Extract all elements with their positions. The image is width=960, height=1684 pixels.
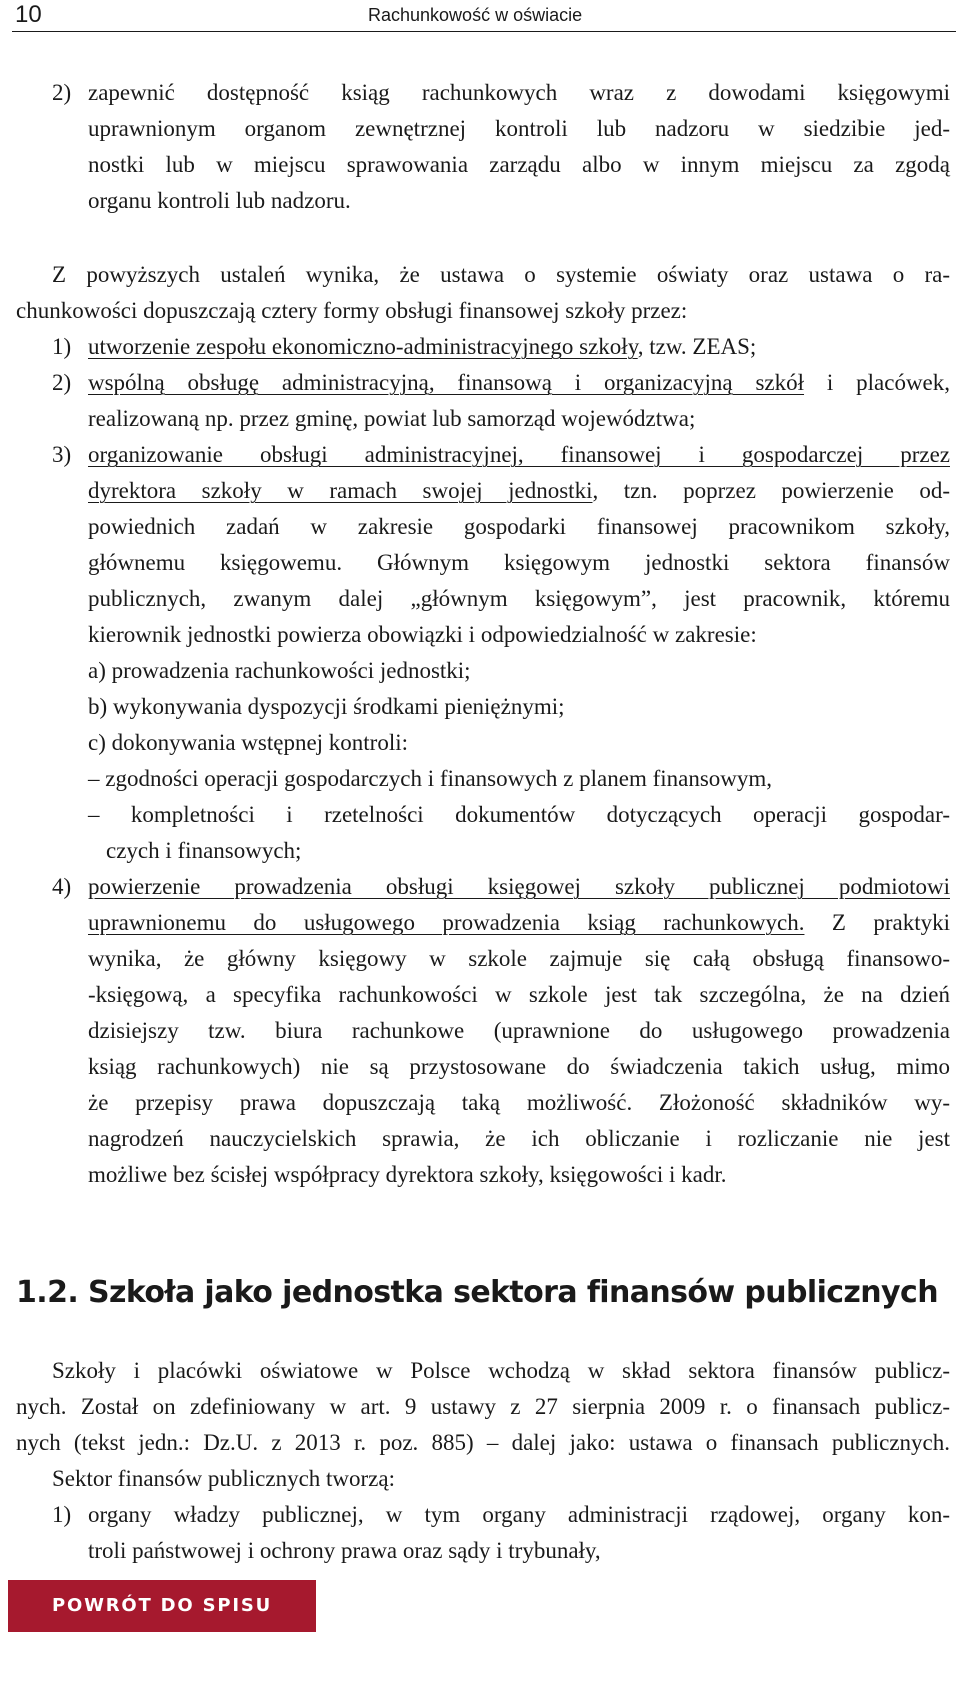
text-run: , tzw. ZEAS; xyxy=(637,334,757,359)
text-run: nych. Został on zdefiniowany w art. 9 ustawy z 27 sierpnia 2009 r. o finansach publicz- xyxy=(16,1394,950,1419)
text-line xyxy=(88,1085,950,1121)
text-run: a) prowadzenia rachunkowości jednostki; xyxy=(88,658,471,683)
text-line xyxy=(52,1461,932,1497)
text-line xyxy=(88,689,948,725)
text-run: Szkoły i placówki oświatowe w Polsce wchodzą w skład sektora finansów publicz- xyxy=(52,1358,950,1383)
section-heading: 1.2. Szkoła jako jednostka sektora finansów publicznych xyxy=(16,1275,938,1310)
text-run: 1) xyxy=(52,1502,72,1527)
text-run: wynika, że główny księgowy w szkole zajmuje się całą obsługą finansowo- xyxy=(88,946,950,971)
text-run: realizowaną np. przez gminę, powiat lub samorząd województwa; xyxy=(88,406,696,431)
text-line xyxy=(52,437,92,473)
text-run: Z powyższych ustaleń wynika, że ustawa o systemie oświaty oraz ustawa o ra- xyxy=(52,262,950,287)
underlined-text: wspólną obsługę administracyjną, finansową i organizacyjną szkół xyxy=(88,370,805,395)
text-run: publicznych, zwanym dalej „głównym księgowym”, jest pracownik, któremu xyxy=(88,586,950,611)
text-line xyxy=(52,1353,950,1389)
text-run: 2) xyxy=(52,370,72,395)
text-run: chunkowości dopuszczają cztery formy obsługi finansowej szkoły przez: xyxy=(16,298,688,323)
text-line xyxy=(88,617,948,653)
text-run: kierownik jednostki powierza obowiązki i odpowiedzialność w zakresie: xyxy=(88,622,757,647)
text-line xyxy=(88,509,950,545)
text-run: c) dokonywania wstępnej kontroli: xyxy=(88,730,409,755)
text-line xyxy=(52,329,92,365)
text-line xyxy=(88,1121,950,1157)
text-line xyxy=(52,1497,92,1533)
text-line xyxy=(88,1157,948,1193)
text-run: 2) xyxy=(52,80,72,105)
text-run: powiednich zadań w zakresie gospodarki finansowej pracownikom szkoły, xyxy=(88,514,950,539)
text-line xyxy=(88,797,950,833)
text-run: 4) xyxy=(52,874,72,899)
text-line xyxy=(88,545,950,581)
text-run: Sektor finansów publicznych tworzą: xyxy=(52,1466,395,1491)
text-line xyxy=(88,977,950,1013)
text-line xyxy=(16,1425,950,1461)
running-title: Rachunkowość w oświacie xyxy=(368,5,583,25)
text-line xyxy=(88,147,950,183)
text-run: organu kontroli lub nadzoru. xyxy=(88,188,351,213)
text-line xyxy=(88,75,950,111)
text-line xyxy=(88,653,948,689)
text-run: ksiąg rachunkowych) nie są przystosowane do świadczenia takich usług, mimo xyxy=(88,1054,950,1079)
text-run: głównemu księgowemu. Głównym księgowym jednostki sektora finansów xyxy=(88,550,950,575)
text-run: i placówek, xyxy=(804,370,951,395)
text-line xyxy=(88,1049,950,1085)
text-run: 3) xyxy=(52,442,72,467)
text-run: b) wykonywania dyspozycji środkami pieniężnymi; xyxy=(88,694,565,719)
text-line xyxy=(88,437,950,473)
underlined-text: organizowanie obsługi administracyjnej, finansowej i gospodarczej przez xyxy=(88,442,950,467)
text-run: nostki lub w miejscu sprawowania zarządu albo w innym miejscu za zgodą xyxy=(88,152,950,177)
text-line xyxy=(88,1533,948,1569)
text-line xyxy=(88,111,950,147)
text-line xyxy=(52,869,92,905)
text-line xyxy=(88,581,950,617)
text-run: Z praktyki xyxy=(804,910,951,935)
text-run: czych i finansowych; xyxy=(106,838,302,863)
text-line xyxy=(88,1013,950,1049)
text-line xyxy=(52,75,92,111)
text-run: nagrodzeń nauczycielskich sprawia, że ich obliczanie i rozliczanie nie jest xyxy=(88,1126,950,1151)
underlined-text: utworzenie zespołu ekonomiczno-administracyjnego szkoły xyxy=(88,334,638,359)
underlined-text: dyrektora szkoły w ramach swojej jednostki xyxy=(88,478,593,503)
text-line xyxy=(88,725,948,761)
text-run: uprawnionym organom zewnętrznej kontroli lub nadzoru w siedzibie jed- xyxy=(88,116,950,141)
text-line xyxy=(88,329,948,365)
text-line xyxy=(88,365,950,401)
text-run: 1) xyxy=(52,334,72,359)
text-run: -księgową, a specyfika rachunkowości w szkole jest tak szczególna, że na dzień xyxy=(88,982,950,1007)
text-line xyxy=(52,365,92,401)
text-line xyxy=(88,401,948,437)
underlined-text: uprawnionemu do usługowego prowadzenia ksiąg rachunkowych. xyxy=(88,910,805,935)
text-line xyxy=(16,293,916,329)
header-rule xyxy=(12,31,956,32)
text-run: że przepisy prawa dopuszczają taką możliwość. Złożoność składników wy- xyxy=(88,1090,950,1115)
text-line xyxy=(88,761,948,797)
text-line xyxy=(88,869,950,905)
text-run: – zgodności operacji gospodarczych i finansowych z planem finansowym, xyxy=(88,766,773,791)
text-run: nych (tekst jedn.: Dz.U. z 2013 r. poz. 885) – dalej jako: ustawa o finansach publicznych. xyxy=(16,1430,950,1455)
text-line xyxy=(88,905,950,941)
text-run: zapewnić dostępność ksiąg rachunkowych wraz z dowodami księgowymi xyxy=(88,80,950,105)
text-line xyxy=(88,1497,950,1533)
text-line xyxy=(106,833,946,869)
text-line xyxy=(16,1389,950,1425)
text-run: dzisiejszy tzw. biura rachunkowe (uprawnione do usługowego prowadzenia xyxy=(88,1018,950,1043)
text-run: , tzn. poprzez powierzenie od- xyxy=(592,478,950,503)
back-to-contents-button[interactable]: POWRÓT DO SPISU TREŚCI xyxy=(8,1580,316,1632)
page-number: 10 xyxy=(15,1,42,28)
text-run: organy władzy publicznej, w tym organy administracji rządowej, organy kon- xyxy=(88,1502,950,1527)
underlined-text: powierzenie prowadzenia obsługi księgowej szkoły publicznej podmiotowi xyxy=(88,874,950,899)
text-run: możliwe bez ścisłej współpracy dyrektora szkoły, księgowości i kadr. xyxy=(88,1162,727,1187)
text-line xyxy=(88,941,950,977)
text-run: troli państwowej i ochrony prawa oraz sądy i trybunały, xyxy=(88,1538,601,1563)
text-line xyxy=(52,257,950,293)
text-line xyxy=(88,473,950,509)
text-line xyxy=(88,183,588,219)
text-run: – kompletności i rzetelności dokumentów dotyczących operacji gospodar- xyxy=(88,802,950,827)
